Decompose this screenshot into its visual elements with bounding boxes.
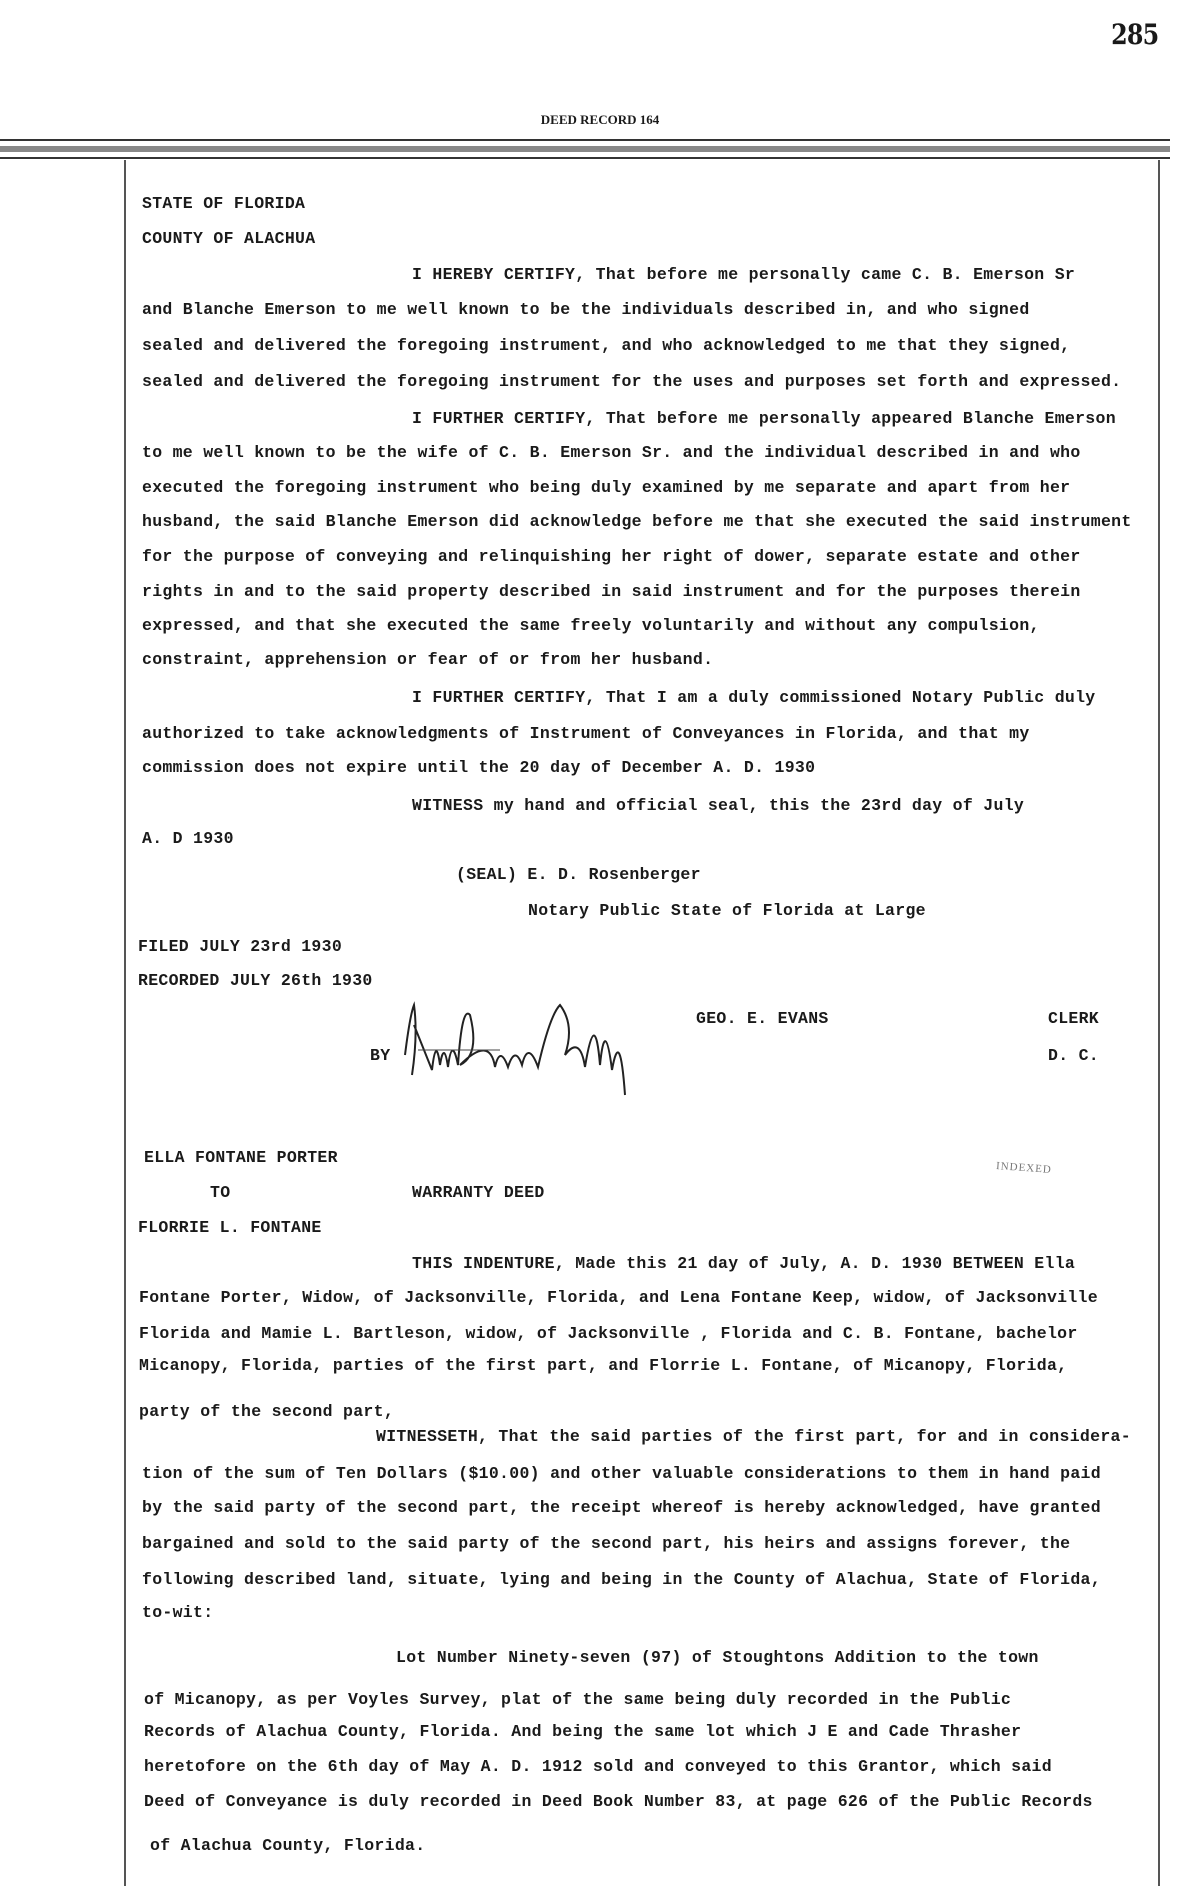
text-line: constraint, apprehension or fear of or from her husband. bbox=[142, 650, 714, 669]
text-line: Florida and Mamie L. Bartleson, widow, of Jacksonville , Florida and C. B. Fontane, bachelor bbox=[139, 1324, 1078, 1343]
text-line: Lot Number Ninety-seven (97) of Stoughtons Addition to the town bbox=[396, 1648, 1039, 1667]
text-line: by the said party of the second part, the receipt whereof is hereby acknowledged, have granted bbox=[142, 1498, 1101, 1517]
page-header: DEED RECORD 164 bbox=[540, 112, 660, 127]
page-number: 285 bbox=[1110, 18, 1158, 51]
text-line: following described land, situate, lying and being in the County of Alachua, State of Florida, bbox=[142, 1570, 1101, 1589]
filed-date: FILED JULY 23rd 1930 bbox=[138, 937, 343, 956]
text-line: I FURTHER CERTIFY, That I am a duly commissioned Notary Public duly bbox=[412, 688, 1096, 707]
deputy-clerk-signature bbox=[400, 995, 730, 1105]
notary-signature-line: (SEAL) E. D. Rosenberger bbox=[456, 865, 701, 884]
text-line: husband, the said Blanche Emerson did acknowledge before me that she executed the said instrument bbox=[142, 512, 1132, 531]
grantee-name: FLORRIE L. FONTANE bbox=[138, 1218, 322, 1237]
deputy-clerk-label: D. C. bbox=[1048, 1046, 1100, 1065]
text-line: party of the second part, bbox=[139, 1402, 395, 1421]
text-line: and Blanche Emerson to me well known to be the individuals described in, and who signed bbox=[142, 300, 1030, 319]
text-line: THIS INDENTURE, Made this 21 day of July, A. D. 1930 BETWEEN Ella bbox=[412, 1254, 1076, 1273]
text-line: authorized to take acknowledgments of Instrument of Conveyances in Florida, and that my bbox=[142, 724, 1030, 743]
recorded-date: RECORDED JULY 26th 1930 bbox=[138, 971, 373, 990]
text-line: expressed, and that she executed the same freely voluntarily and without any compulsion, bbox=[142, 616, 1040, 635]
text-line: tion of the sum of Ten Dollars ($10.00) and other valuable considerations to them in hand paid bbox=[142, 1464, 1101, 1483]
text-line: of Micanopy, as per Voyles Survey, plat of the same being duly recorded in the Public bbox=[144, 1690, 1012, 1709]
text-line: rights in and to the said property described in said instrument and for the purposes therein bbox=[142, 582, 1081, 601]
deed-type: WARRANTY DEED bbox=[412, 1183, 545, 1202]
text-line: executed the foregoing instrument who being duly examined by me separate and apart from her bbox=[142, 478, 1071, 497]
text-line: commission does not expire until the 20 day of December A. D. 1930 bbox=[142, 758, 816, 777]
text-line: COUNTY OF ALACHUA bbox=[142, 229, 316, 248]
text-line: sealed and delivered the foregoing instrument for the uses and purposes set forth and expressed. bbox=[142, 372, 1122, 391]
text-line: to me well known to be the wife of C. B. Emerson Sr. and the individual described in and who bbox=[142, 443, 1081, 462]
text-line: heretofore on the 6th day of May A. D. 1912 sold and conveyed to this Grantor, which said bbox=[144, 1757, 1052, 1776]
text-line: I HEREBY CERTIFY, That before me personally came C. B. Emerson Sr bbox=[412, 265, 1076, 284]
indexed-stamp: INDEXED bbox=[995, 1160, 1053, 1176]
text-line: Fontane Porter, Widow, of Jacksonville, Florida, and Lena Fontane Keep, widow, of Jacksonville bbox=[139, 1288, 1098, 1307]
to-label: TO bbox=[210, 1183, 231, 1202]
text-line: sealed and delivered the foregoing instrument, and who acknowledged to me that they signed, bbox=[142, 336, 1071, 355]
text-line: WITNESSETH, That the said parties of the first part, for and in considera- bbox=[376, 1427, 1131, 1446]
text-line: STATE OF FLORIDA bbox=[142, 194, 306, 213]
text-line: Micanopy, Florida, parties of the first part, and Florrie L. Fontane, of Micanopy, Florida, bbox=[139, 1356, 1068, 1375]
text-line: A. D 1930 bbox=[142, 829, 234, 848]
right-margin-line bbox=[1158, 160, 1160, 1886]
text-line: I FURTHER CERTIFY, That before me personally appeared Blanche Emerson bbox=[412, 409, 1116, 428]
by-label: BY bbox=[370, 1046, 391, 1065]
header-rule bbox=[0, 139, 1170, 141]
header-rule bbox=[0, 146, 1170, 152]
clerk-name: GEO. E. EVANS bbox=[696, 1009, 829, 1028]
text-line: Deed of Conveyance is duly recorded in Deed Book Number 83, at page 626 of the Public Records bbox=[144, 1792, 1093, 1811]
notary-title: Notary Public State of Florida at Large bbox=[528, 901, 926, 920]
clerk-title: CLERK bbox=[1048, 1009, 1100, 1028]
text-line: of Alachua County, Florida. bbox=[150, 1836, 426, 1855]
text-line: for the purpose of conveying and relinquishing her right of dower, separate estate and other bbox=[142, 547, 1081, 566]
text-line: WITNESS my hand and official seal, this the 23rd day of July bbox=[412, 796, 1025, 815]
grantor-name: ELLA FONTANE PORTER bbox=[144, 1148, 338, 1167]
header-rule bbox=[0, 157, 1170, 159]
text-line: bargained and sold to the said party of the second part, his heirs and assigns forever, the bbox=[142, 1534, 1071, 1553]
text-line: Records of Alachua County, Florida. And being the same lot which J E and Cade Thrasher bbox=[144, 1722, 1022, 1741]
text-line: to-wit: bbox=[142, 1603, 214, 1622]
left-margin-line bbox=[124, 160, 126, 1886]
